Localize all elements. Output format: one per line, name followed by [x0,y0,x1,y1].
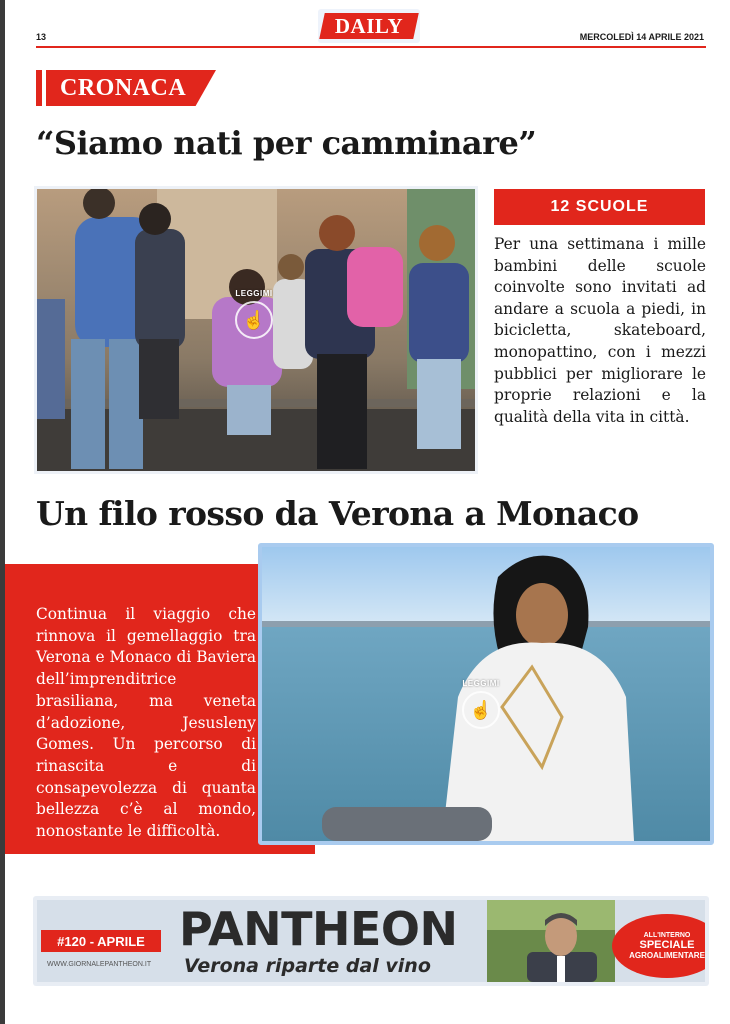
article2-headline[interactable]: Un filo rosso da Verona a Monaco [36,494,639,533]
banner-subtitle: Verona riparte dal vino [184,955,431,977]
leggimi-button[interactable]: LEGGIMI ☝ [462,679,500,729]
article1-photo[interactable] [34,186,478,474]
hand-pointer-icon: ☝ [462,691,500,729]
header-divider [36,46,706,48]
hand-pointer-icon: ☝ [235,301,273,339]
daily-logo[interactable]: DAILY [318,9,420,43]
leggimi-button[interactable]: LEGGIMI ☝ [235,289,273,339]
sidebar-title: 12 SCUOLE [494,189,705,225]
banner-photo [487,900,615,982]
article1-headline[interactable]: “Siamo nati per camminare” [36,124,537,162]
article2-photo[interactable] [258,543,714,845]
banner-title: PANTHEON [179,902,458,956]
section-label [36,70,216,106]
banner-issue-badge: #120 - APRILE [41,930,161,952]
page-number: 13 [36,32,47,42]
page-edge [0,0,5,1024]
article2-body: Continua il viaggio che rinnova il gemellaggio tra Verona e Monaco di Baviera dell’imprenditrice brasiliana, ma veneta d’adozione, Jesusleny Gomes. Un percorso di rinascita e di consapevolezza di quanta bellezza c’è al mondo, nonostante le difficoltà. [36,605,256,841]
issue-date: MERCOLEDÌ 14 APRILE 2021 [579,32,704,42]
section-label-text: CRONACA [60,75,187,101]
banner-url: WWW.GIORNALEPANTHEON.IT [47,961,152,968]
banner-speciale-badge: ALL'INTERNO SPECIALE AGROALIMENTARE [612,914,705,978]
pantheon-banner[interactable] [33,896,709,986]
sidebar-text: Per una settimana i mille bambini delle scuole coinvolte sono invitati ad andare a scuola a piedi, in bicicletta, skateboard, monopattino, con i mezzi pubblici per migliorare le proprie relazioni e la qualità della vita in città. [494,235,706,426]
